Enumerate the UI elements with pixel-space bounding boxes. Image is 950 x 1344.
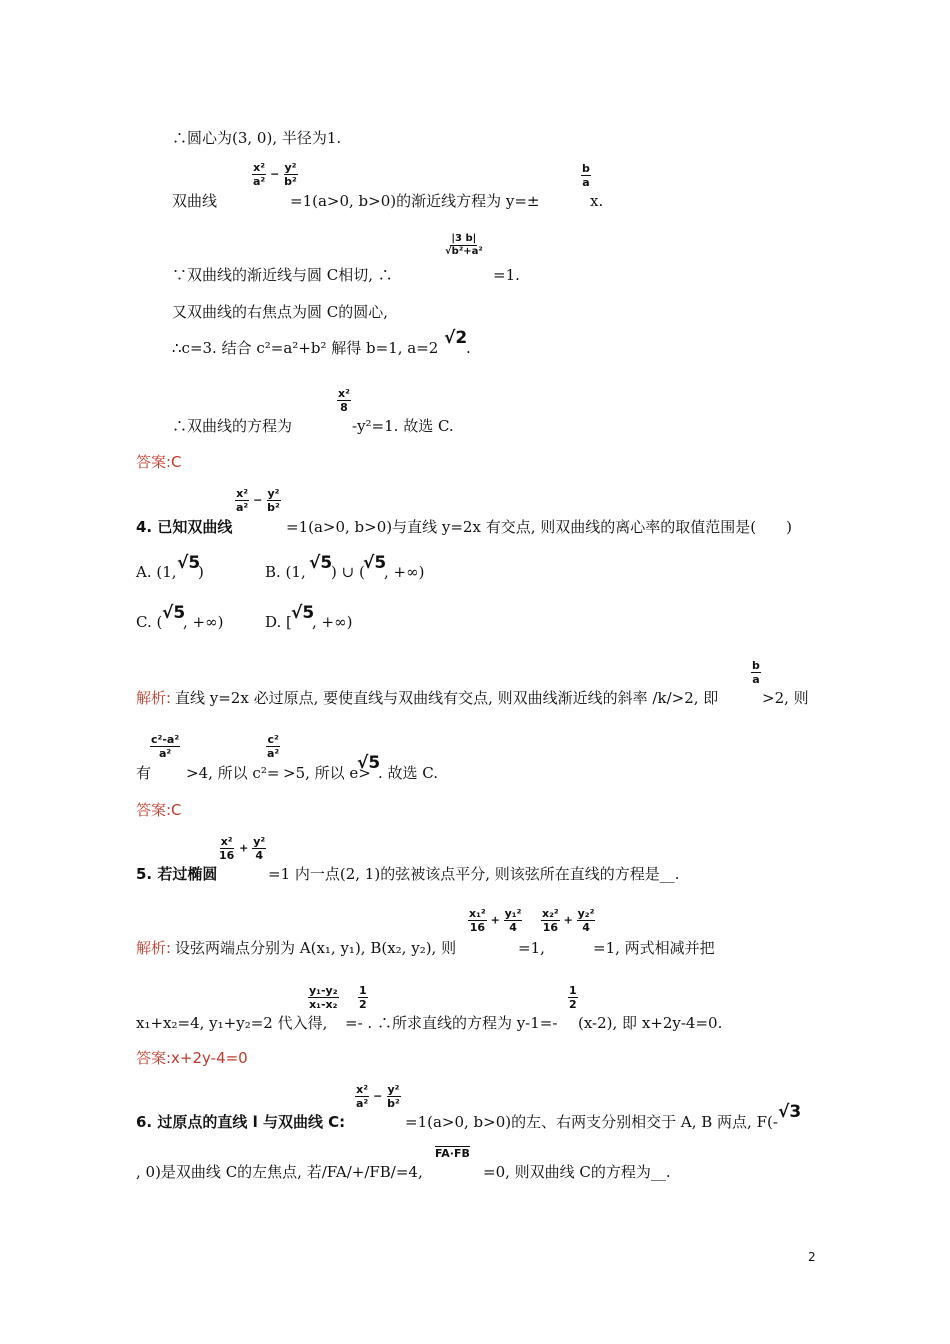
- math-fraction: $\frac{\text{c²-a²}}{\text{a²}}$: [151, 733, 180, 760]
- option-c: C. (: [136, 613, 163, 631]
- text-line: =1.: [493, 266, 520, 284]
- text-line: -y²=1. 故选 C.: [352, 417, 454, 435]
- sqrt-5: √5: [363, 553, 387, 573]
- math-fraction: $\frac{\text{x²}}{\text{a²}}$ − $\frac{\text{y²}}{\text{b²}}$: [356, 1083, 400, 1110]
- question-4: 4. 已知双曲线: [136, 518, 233, 536]
- text-line: ) ∪ (: [331, 563, 365, 581]
- text-line: .: [466, 339, 471, 357]
- math-fraction: $\frac{\text{x²}}{8}$: [338, 387, 350, 414]
- text-line: , 0)是双曲线 C的左焦点, 若/FA/+/FB/=4,: [136, 1163, 423, 1181]
- text-line: 双曲线: [172, 192, 218, 210]
- math-fraction: $\frac{\text{c²}}{\text{a²}}$: [267, 733, 280, 760]
- math-fraction: $\frac{1}{2}$: [569, 984, 577, 1011]
- text-line: =1, 两式相减并把: [593, 939, 715, 957]
- sqrt-2: √2: [444, 328, 468, 348]
- question-5: 5. 若过椭圆: [136, 865, 218, 883]
- text-line: 设弦两端点分别为 A(x₁, y₁), B(x₂, y₂), 则: [175, 939, 457, 957]
- option-a: A. (1,: [136, 563, 177, 581]
- text-line: =1(a>0, b>0)的渐近线方程为 y=±: [290, 192, 540, 210]
- text-line: =1(a>0, b>0)的左、右两支分别相交于 A, B 两点, F(-: [405, 1113, 778, 1131]
- text-line: >4, 所以 c²=: [186, 764, 280, 782]
- page-number: 2: [808, 1250, 816, 1264]
- text-line: 直线 y=2x 必过原点, 要使直线与双曲线有交点, 则双曲线渐近线的斜率 /k/>2, 即: [175, 689, 719, 707]
- text-line: ∴c=3. 结合 c²=a²+b² 解得 b=1, a=2: [172, 339, 439, 357]
- math-fraction: $\frac{\text{x²}}{16}$ + $\frac{\text{y²}}{4}$: [219, 835, 266, 862]
- text-line: , +∞): [384, 563, 425, 581]
- text-line: x.: [590, 192, 604, 210]
- math-fraction: $\frac{|3 b|}{\text{√b²+a²}}$: [445, 233, 483, 257]
- analysis-label: 解析:: [136, 689, 172, 707]
- answer-line: 答案:x+2y-4=0: [136, 1049, 248, 1067]
- text-line: >2, 则: [762, 689, 809, 707]
- sqrt-5: √5: [162, 603, 186, 623]
- text-line: , +∞): [312, 613, 353, 631]
- text-line: =- . ∴所求直线的方程为 y-1=-: [345, 1014, 558, 1032]
- math-fraction: $\frac{1}{2}$: [359, 984, 367, 1011]
- sqrt-5: √5: [309, 553, 333, 573]
- sqrt-3: √3: [778, 1102, 802, 1122]
- text-line: 有: [136, 764, 152, 782]
- math-fraction: $\frac{b}{a}$: [752, 659, 760, 686]
- math-fraction: $\frac{b}{a}$: [582, 162, 590, 189]
- option-d: D. [: [265, 613, 292, 631]
- text-line: . 故选 C.: [378, 764, 439, 782]
- analysis-label: 解析:: [136, 939, 172, 957]
- text-line: ): [198, 563, 204, 581]
- text-line: ∴双曲线的方程为: [172, 417, 293, 435]
- sqrt-5: √5: [291, 603, 315, 623]
- answer-line: 答案:C: [136, 453, 182, 471]
- math-fraction: $\frac{\text{x²}}{\text{a²}}$ − $\frac{\text{y²}}{\text{b²}}$: [236, 487, 280, 514]
- sqrt-5: √5: [177, 553, 201, 573]
- question-6: 6. 过原点的直线 l 与双曲线 C:: [136, 1113, 346, 1131]
- text-line: 又双曲线的右焦点为圆 C的圆心,: [172, 303, 389, 321]
- text-line: >5, 所以 e>: [283, 764, 371, 782]
- text-line: (x-2), 即 x+2y-4=0.: [578, 1014, 723, 1032]
- text-line: ∴圆心为(3, 0), 半径为1.: [172, 129, 342, 147]
- math-fraction: $\frac{\text{x₂²}}{16}$ + $\frac{\text{y₂²}}{4}$: [542, 907, 595, 934]
- math-fraction: $\frac{\text{x₁²}}{16}$ + $\frac{\text{y₁²}}{4}$: [469, 907, 522, 934]
- text-line: =0, 则双曲线 C的方程为__.: [483, 1163, 671, 1181]
- text-line: , +∞): [183, 613, 224, 631]
- vector-product: FA·FB: [435, 1147, 470, 1160]
- math-fraction: $\frac{\text{x²}}{\text{a²}}$ − $\frac{\text{y²}}{\text{b²}}$: [253, 161, 297, 188]
- text-line: x₁+x₂=4, y₁+y₂=2 代入得,: [136, 1014, 328, 1032]
- option-b: B. (1,: [265, 563, 306, 581]
- text-line: =1 内一点(2, 1)的弦被该点平分, 则该弦所在直线的方程是__.: [268, 865, 680, 883]
- sqrt-5: √5: [357, 753, 381, 773]
- answer-line: 答案:C: [136, 801, 182, 819]
- math-fraction: $\frac{\text{y₁-y₂}}{\text{x₁-x₂}}$: [309, 984, 338, 1011]
- text-line: =1(a>0, b>0)与直线 y=2x 有交点, 则双曲线的离心率的取值范围是( ): [286, 518, 792, 536]
- text-line: ∵双曲线的渐近线与圆 C相切, ∴: [172, 266, 393, 284]
- text-line: =1,: [518, 939, 545, 957]
